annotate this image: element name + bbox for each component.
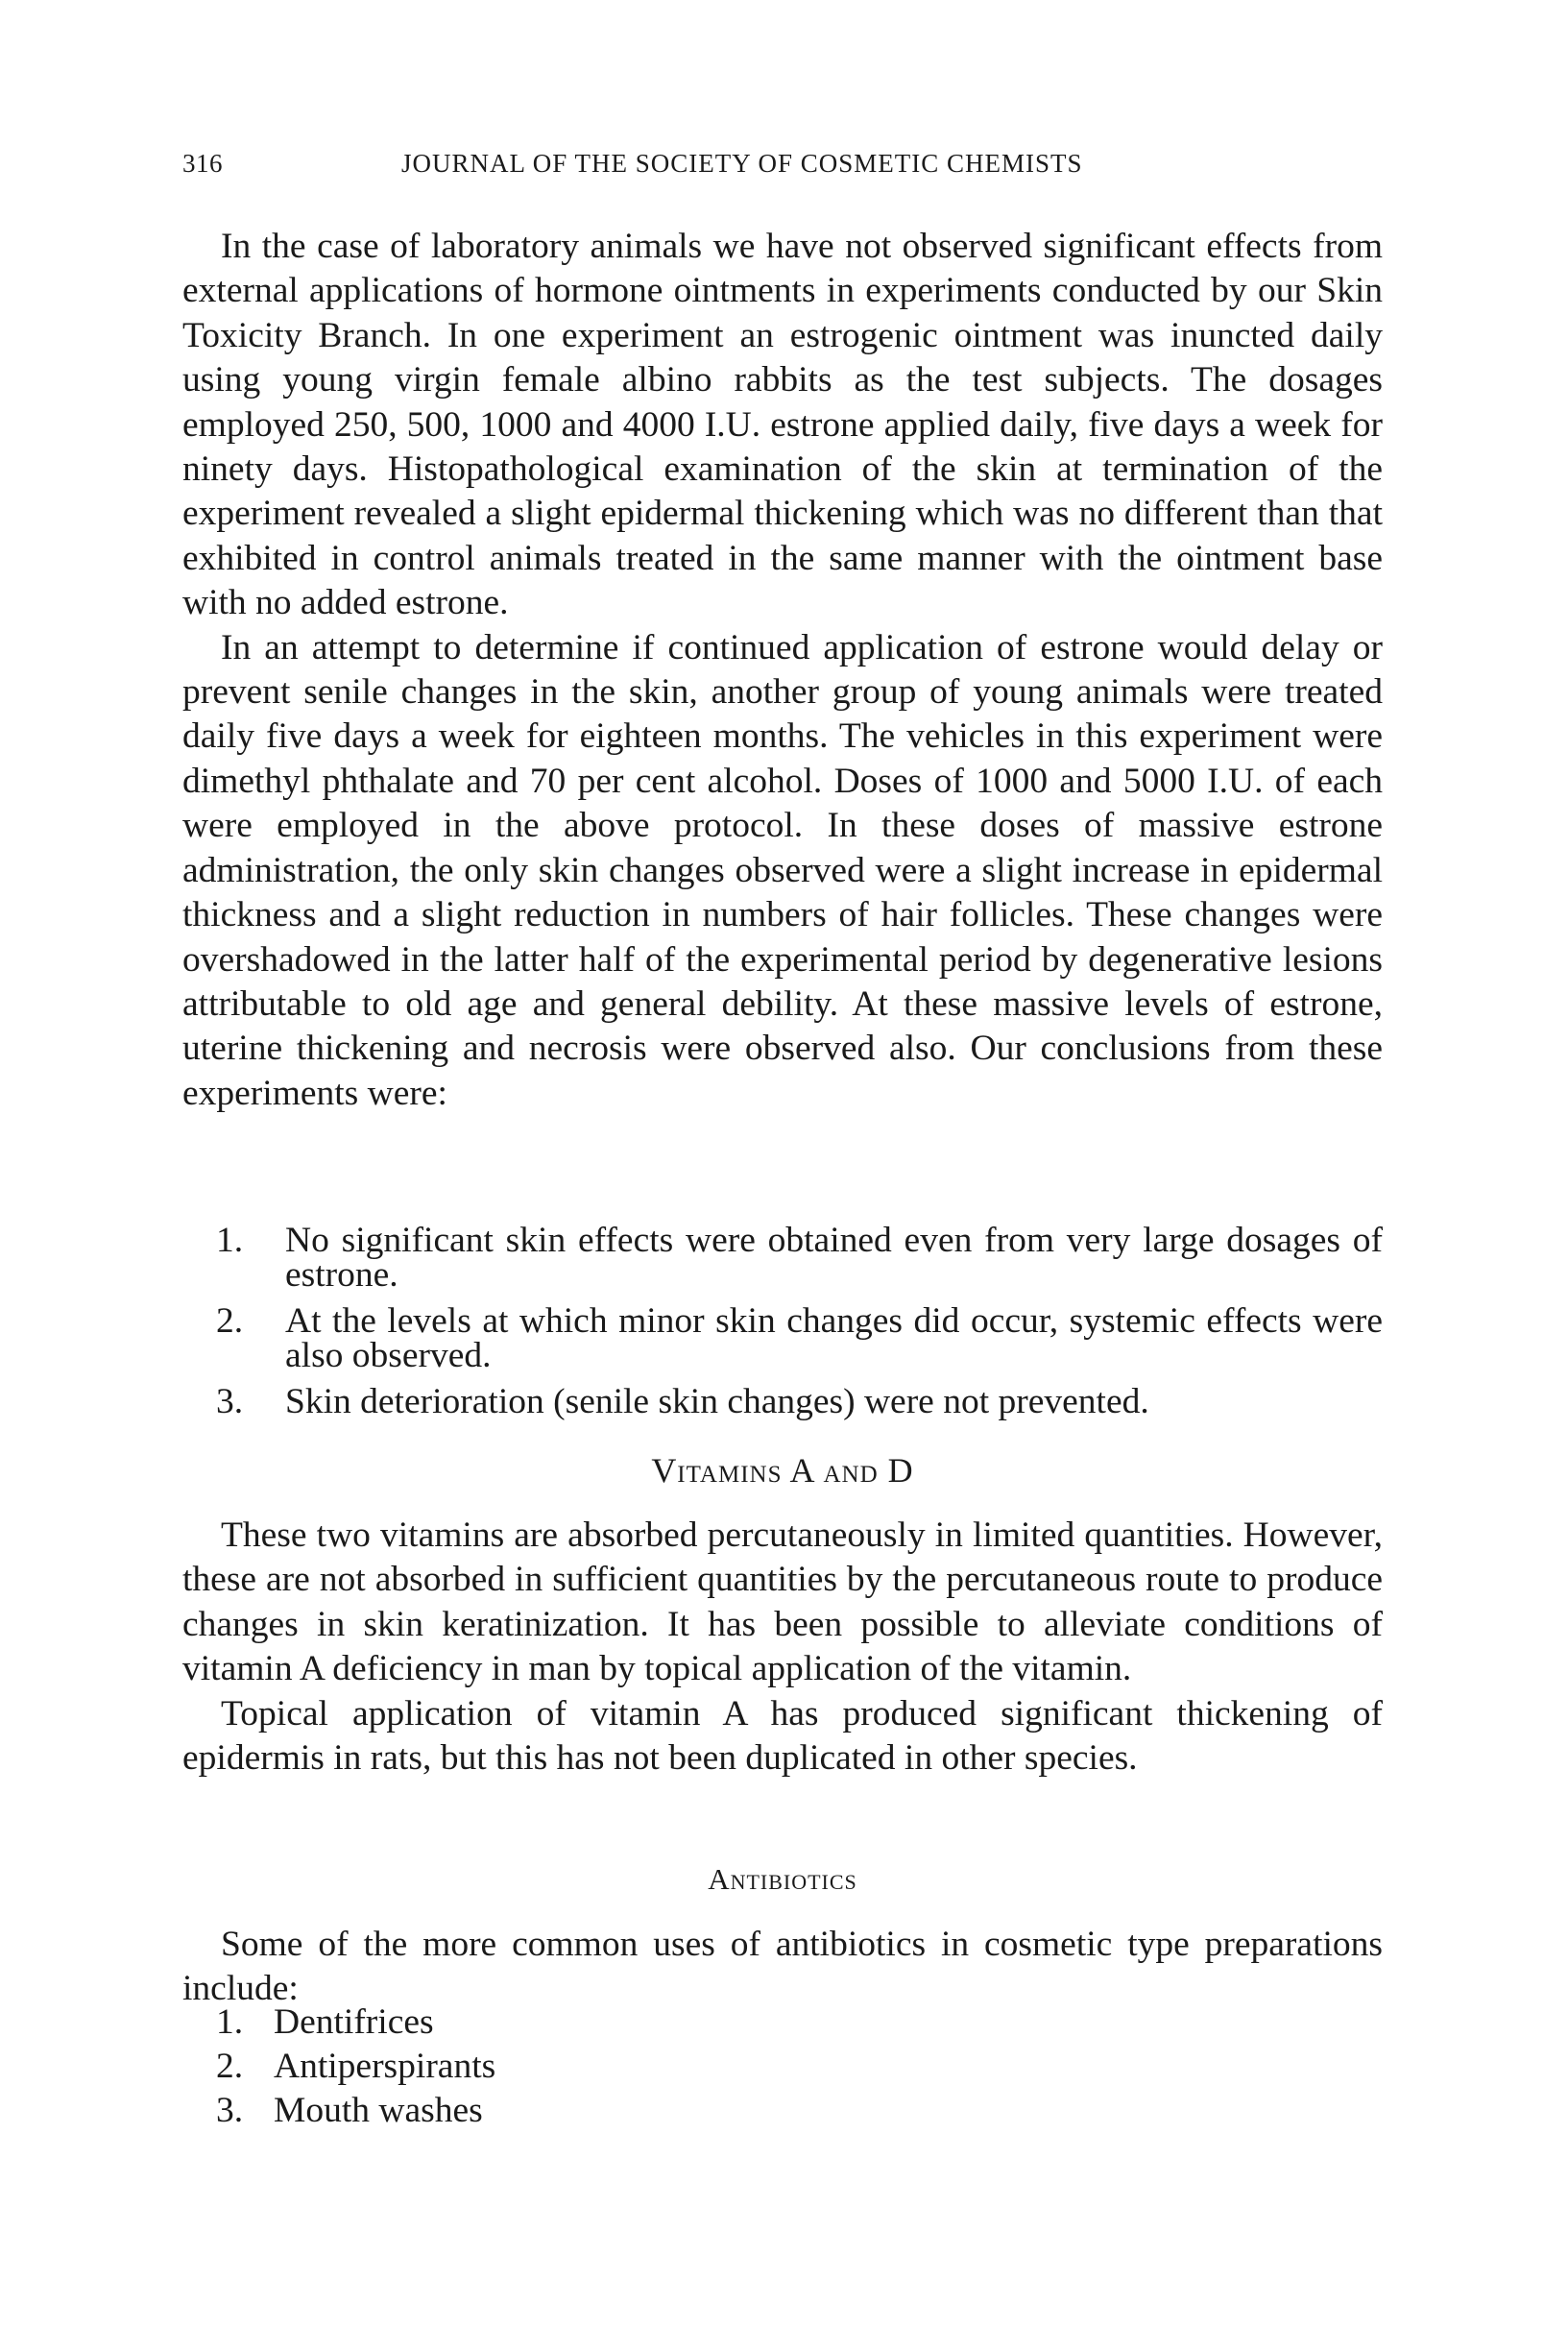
journal-title: JOURNAL OF THE SOCIETY OF COSMETIC CHEMISTS	[401, 149, 1083, 178]
list-item-number: 3.	[216, 2091, 244, 2130]
list-item-text: At the levels at which minor skin changes did occur, systemic effects were also observed.	[285, 1301, 1383, 1375]
conclusions-list	[182, 1221, 1383, 1431]
list-item-text: Antiperspirants	[274, 2047, 496, 2086]
list-item-text: Skin deterioration (senile skin changes) were not prevented.	[285, 1382, 1149, 1421]
list-item	[182, 1301, 1383, 1375]
list-item	[182, 1382, 1383, 1421]
paragraph-skin-toxicity: In the case of laboratory animals we have not observed significant effects from external applications of hormone ointments in experiments conducted by our Skin Toxicity Branch. In one experiment an estrogenic ointment was inuncted daily using young virgin female albino rabbits as the test subjects. The dosages employed 250, 500, 1000 and 4000 I.U. estrone applied daily, five days a week for ninety days. Histopathological examination of the skin at termination of the experiment revealed a slight epidermal thickening which was no different than that exhibited in control animals treated in the same manner with the ointment base with no added estrone.	[182, 227, 1383, 623]
vitamins-section-text	[182, 1514, 1383, 1781]
list-item-number: 3.	[216, 1382, 244, 1421]
list-item-number: 1.	[216, 1221, 244, 1260]
hormone-section-text	[182, 225, 1383, 1116]
list-item-text: Dentifrices	[274, 2002, 434, 2042]
section-heading-antibiotics: Antibiotics	[708, 1862, 857, 1896]
list-item-number: 1.	[216, 2002, 244, 2042]
list-item	[182, 1221, 1383, 1295]
list-item-number: 2.	[216, 2047, 244, 2086]
paragraph-senile-changes: In an attempt to determine if continued application of estrone would delay or prevent senile changes in the skin, another group of young animals were treated daily five days a week for eighteen months. The vehicles in this experiment were dimethyl phthalate and 70 per cent alcohol. Doses of 1000 and 5000 I.U. of each were employed in the above protocol. In these doses of massive estrone administration, the only skin changes observed were a slight increase in epidermal thickness and a slight reduction in numbers of hair follicles. These changes were overshadowed in the latter half of the experimental period by degenerative lesions attributable to old age and general debility. At these massive levels of estrone, uterine thickening and necrosis were observed also. Our conclusions from these experiments were:	[182, 627, 1383, 1113]
list-item	[182, 2045, 1383, 2089]
paragraph-antibiotics-intro: Some of the more common uses of antibiotics in cosmetic type preparations include:	[182, 1925, 1383, 2009]
list-item	[182, 2089, 1383, 2133]
antibiotics-section-text	[182, 1923, 1383, 2012]
paragraph-vitamin-absorption: These two vitamins are absorbed percutaneously in limited quantities. However, these are not absorbed in sufficient quantities by the percutaneous route to produce changes in skin keratinization. It has been possible to alleviate conditions of vitamin A deficiency in man by topical application of the vitamin.	[182, 1515, 1383, 1689]
list-item-number: 2.	[216, 1301, 244, 1341]
running-head	[182, 149, 1383, 187]
section-heading-vitamins: Vitamins A and D	[651, 1451, 914, 1490]
list-item-text: No significant skin effects were obtained even from very large dosages of estrone.	[285, 1221, 1383, 1295]
paragraph-vitamin-a-topical: Topical application of vitamin A has produced significant thickening of epidermis in rats, but this has not been duplicated in other species.	[182, 1693, 1383, 1779]
list-item	[182, 2000, 1383, 2045]
antibiotic-uses-list	[182, 2000, 1383, 2133]
page-number: 316	[182, 149, 223, 178]
list-item-text: Mouth washes	[274, 2091, 483, 2130]
